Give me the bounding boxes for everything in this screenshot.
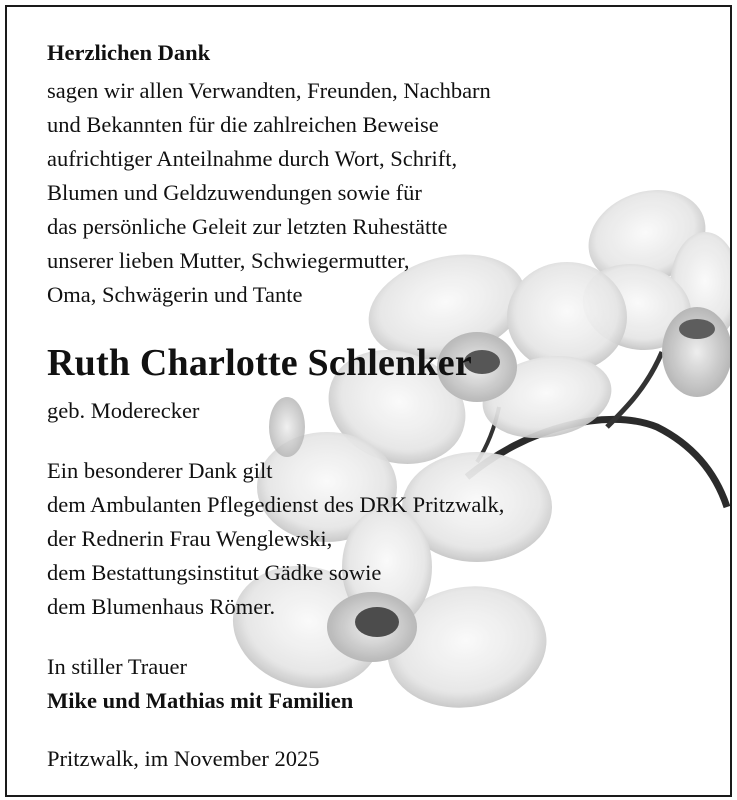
thanks-line: dem Bestattungsinstitut Gädke sowie [47, 560, 382, 585]
family-signature: Mike und Mathias mit Familien [47, 688, 354, 713]
maiden-name: geb. Moderecker [47, 398, 200, 423]
deceased-name: Ruth Charlotte Schlenker [47, 342, 472, 384]
thanks-line: dem Blumenhaus Römer. [47, 594, 276, 619]
intro-line: unserer lieben Mutter, Schwiegermutter, [47, 248, 410, 273]
thanks-line: der Rednerin Frau Wenglewski, [47, 526, 333, 551]
obituary-card [5, 5, 732, 797]
intro-line: Blumen und Geldzuwendungen sowie für [47, 180, 422, 205]
intro-line: aufrichtiger Anteilnahme durch Wort, Schrift, [47, 146, 458, 171]
thanks-line: dem Ambulanten Pflegedienst des DRK Pritzwalk, [47, 492, 505, 517]
heading: Herzlichen Dank [47, 40, 211, 65]
intro-line: und Bekannten für die zahlreichen Beweise [47, 112, 439, 137]
thanks-line: Ein besonderer Dank gilt [47, 458, 273, 483]
intro-line: sagen wir allen Verwandten, Freunden, Nachbarn [47, 78, 491, 103]
intro-line: das persönliche Geleit zur letzten Ruhestätte [47, 214, 448, 239]
intro-line: Oma, Schwägerin und Tante [47, 282, 303, 307]
place-date: Pritzwalk, im November 2025 [47, 746, 320, 771]
mourning-text: In stiller Trauer [47, 654, 187, 679]
orchid-bud [269, 397, 305, 457]
